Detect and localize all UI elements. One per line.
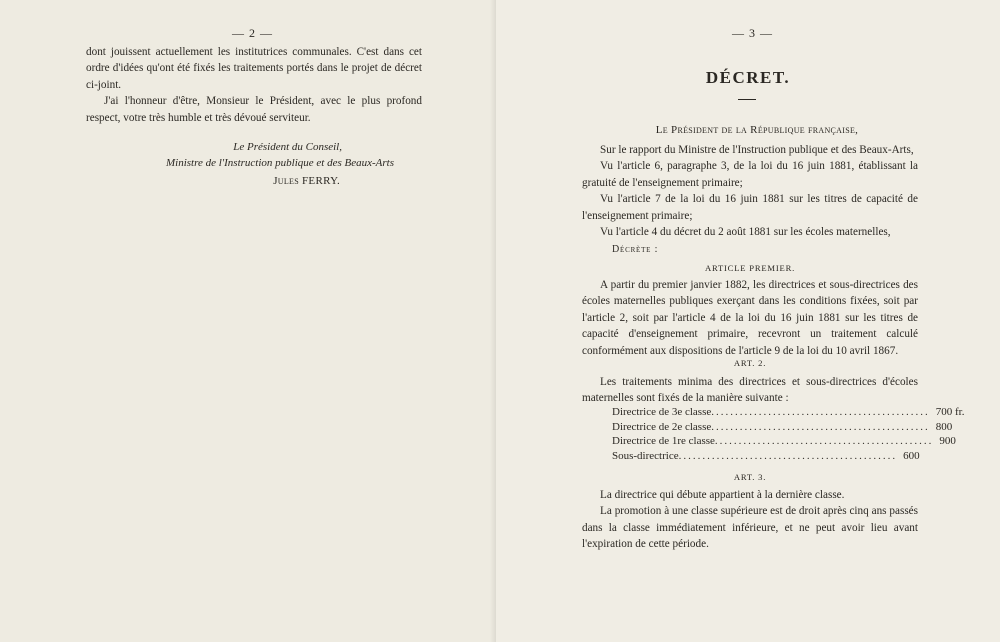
salary-value: 600 [903, 449, 920, 462]
signature-ministry: Ministre de l'Instruction publique et des Beaux-Arts [165, 157, 394, 169]
salary-label: Directrice de 3e classe [612, 406, 712, 418]
table-row [612, 420, 953, 436]
visas-block [582, 142, 918, 240]
signature-title: Le Président du Conseil, [233, 141, 342, 153]
visa-1: Sur le rapport du Ministre de l'Instruction publique et des Beaux-Arts, [600, 144, 914, 156]
table-row [612, 435, 956, 450]
decree-title: DÉCRET. [705, 68, 791, 87]
article-3-paragraph-2: La promotion à une classe supérieure est de droit après cinq ans passés dans la classe immédiatement inférieure, et ne peut avoir lieu avant l'expiration de cette période. [582, 505, 918, 551]
table-row [612, 449, 920, 465]
right-page [496, 0, 1000, 642]
article-3-body [582, 487, 918, 553]
article-2-text: Les traitements minima des directrices et sous-directrices d'écoles maternelles sont fixés de la manière suivante : [582, 376, 918, 405]
article-1-heading: ARTICLE PREMIER. [704, 263, 796, 273]
leader-dots: .............................................. [714, 435, 934, 448]
salary-table [612, 406, 965, 464]
article-3-heading: ART. 3. [733, 472, 767, 482]
left-page [0, 0, 496, 642]
article-2-heading: ART. 2. [733, 358, 767, 368]
leader-dots: .............................................. [711, 420, 930, 433]
salary-value: 900 [939, 435, 956, 448]
leader-dots: .............................................. [678, 449, 898, 462]
left-paragraph-2: J'ai l'honneur d'être, Monsieur le Président, avec le plus profond respect, votre très humble et très dévoué serviteur. [86, 95, 422, 124]
title-rule [738, 99, 756, 100]
article-2-body [582, 374, 918, 407]
page-number-left: — 2 — [232, 26, 273, 40]
visa-2: Vu l'article 6, paragraphe 3, de la loi du 16 juin 1881, établissant la gratuité de l'enseignement primaire; [582, 160, 918, 189]
page-number-right: — 3 — [732, 26, 773, 40]
salary-value: 700 fr. [935, 406, 965, 418]
visa-3: Vu l'article 7 de la loi du 16 juin 1881 sur les titres de capacité de l'enseignement primaire; [582, 193, 918, 222]
leader-dots: .............................................. [711, 406, 930, 418]
left-page-body [86, 44, 422, 126]
salary-value: 800 [935, 420, 953, 433]
article-3-paragraph-1: La directrice qui débute appartient à la dernière classe. [600, 489, 845, 501]
salary-label: Sous-directrice [612, 449, 679, 462]
salary-label: Directrice de 1re classe [612, 435, 715, 448]
article-1-text: A partir du premier janvier 1882, les directrices et sous-directrices des écoles maternelles publiques exerçant dans les conditions fixées, soit par l'article 2, soit par l'article 4 de la loi du 16 juin 1881 sur les titres de capacité d'enseignement primaire, recevront un traitement calculé conformément aux dispositions de l'article 9 de la loi du 10 avril 1867. [582, 279, 918, 357]
article-1-body [582, 277, 918, 359]
decrete-label: Décrète : [612, 244, 659, 255]
left-paragraph-1: dont jouissent actuellement les institutrices communales. C'est dans cet ordre d'idées qu'ont été fixés les traitements portés dans le projet de décret ci-joint. [86, 46, 422, 91]
president-line: Le Président de la République française, [655, 124, 859, 136]
salary-label: Directrice de 2e classe [612, 420, 712, 433]
visa-4: Vu l'article 4 du décret du 2 août 1881 sur les écoles maternelles, [600, 226, 891, 239]
signature-name: Jules FERRY. [273, 175, 340, 187]
table-row [612, 406, 965, 421]
